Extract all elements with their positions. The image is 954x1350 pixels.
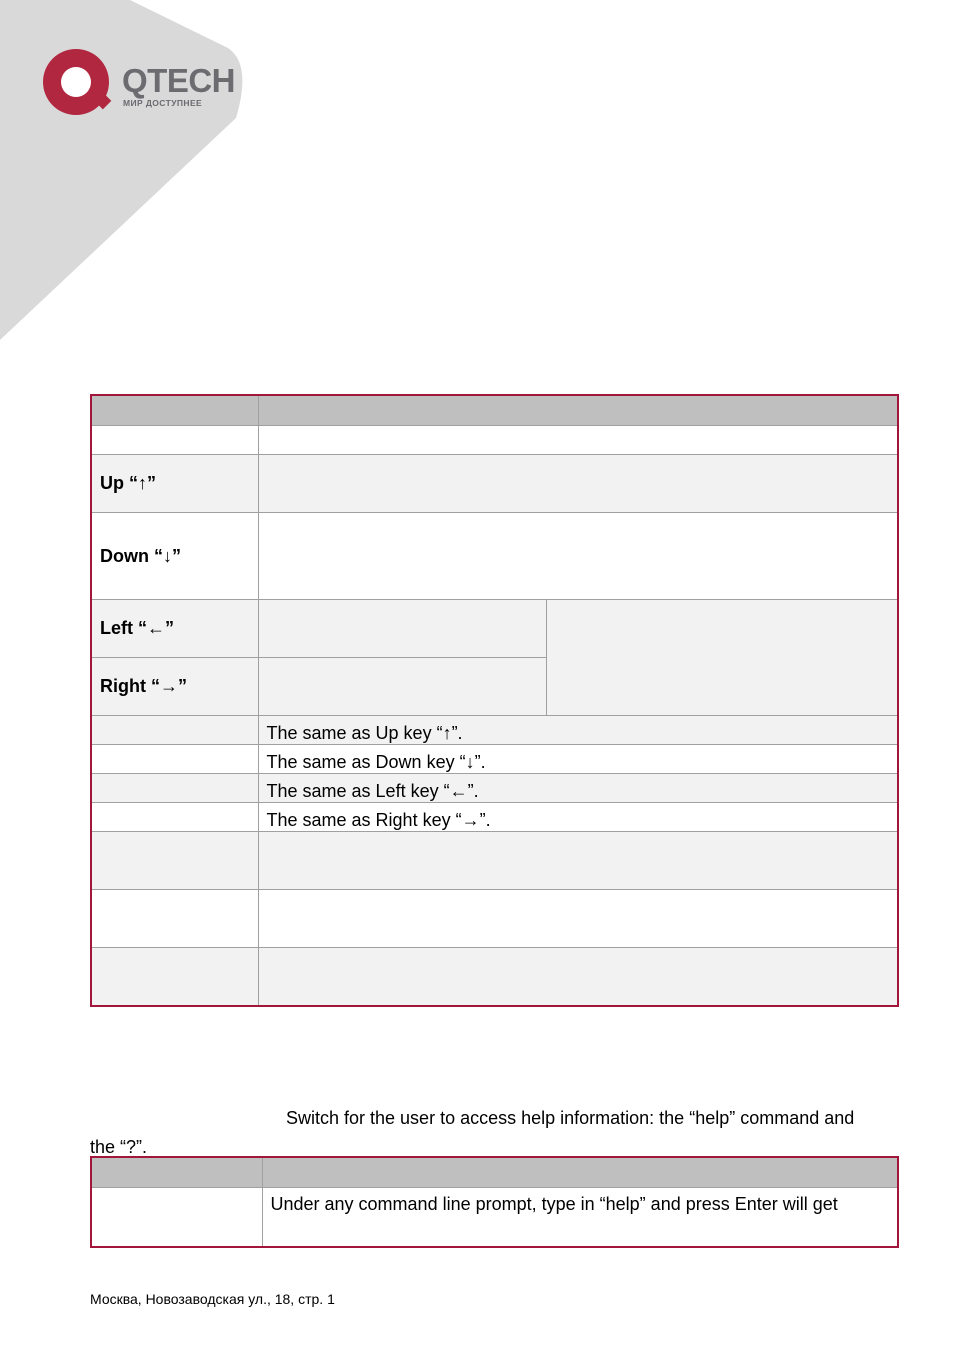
merged-desc-cell (546, 600, 898, 716)
table-header-cell (91, 1157, 262, 1188)
key-cell (91, 1188, 262, 1248)
table-header-row (91, 395, 898, 426)
key-cell: Down “↓” (91, 513, 258, 600)
desc-cell: The same as Down key “↓”. (258, 745, 898, 774)
desc-cell (258, 658, 546, 716)
keys-table (90, 394, 899, 1007)
help-table (90, 1156, 899, 1248)
key-cell: Right “→” (91, 658, 258, 716)
table-row (91, 948, 898, 1007)
desc-cell (258, 890, 898, 948)
key-cell (91, 890, 258, 948)
table-row (91, 832, 898, 890)
key-cell (91, 745, 258, 774)
desc-cell: The same as Right key “→”. (258, 803, 898, 832)
paragraph-line-2: the “?”. (90, 1137, 148, 1157)
key-cell (91, 948, 258, 1007)
desc-cell: The same as Left key “←”. (258, 774, 898, 803)
key-cell: Up “↑” (91, 455, 258, 513)
table-row (91, 1188, 898, 1248)
table-row (91, 600, 898, 658)
key-cell (91, 803, 258, 832)
table-header-cell (91, 395, 258, 426)
table-header-row (91, 1157, 898, 1188)
table-header-cell (262, 1157, 898, 1188)
desc-cell (258, 600, 546, 658)
paragraph-line-1: Switch for the user to access help information: the “help” command and (286, 1108, 855, 1128)
table-header-cell (258, 395, 898, 426)
key-cell: Left “←” (91, 600, 258, 658)
table-row (91, 716, 898, 745)
key-cell (91, 426, 258, 455)
table-row (91, 455, 898, 513)
desc-cell: Under any command line prompt, type in “help” and press Enter will get (262, 1188, 898, 1248)
key-cell (91, 832, 258, 890)
desc-cell (258, 426, 898, 455)
desc-cell (258, 832, 898, 890)
logo-brand: QTECH (122, 62, 235, 99)
table-row (91, 803, 898, 832)
help-paragraph (90, 1104, 898, 1162)
footer-address: Москва, Новозаводская ул., 18, стр. 1 (90, 1291, 335, 1307)
desc-cell (258, 455, 898, 513)
desc-cell: The same as Up key “↑”. (258, 716, 898, 745)
desc-cell (258, 948, 898, 1007)
key-cell (91, 716, 258, 745)
table-row (91, 745, 898, 774)
desc-cell (258, 513, 898, 600)
key-cell (91, 774, 258, 803)
table-row (91, 890, 898, 948)
table-row (91, 513, 898, 600)
table-row (91, 774, 898, 803)
logo-tagline: МИР ДОСТУПНЕЕ (123, 98, 203, 108)
table-row (91, 426, 898, 455)
